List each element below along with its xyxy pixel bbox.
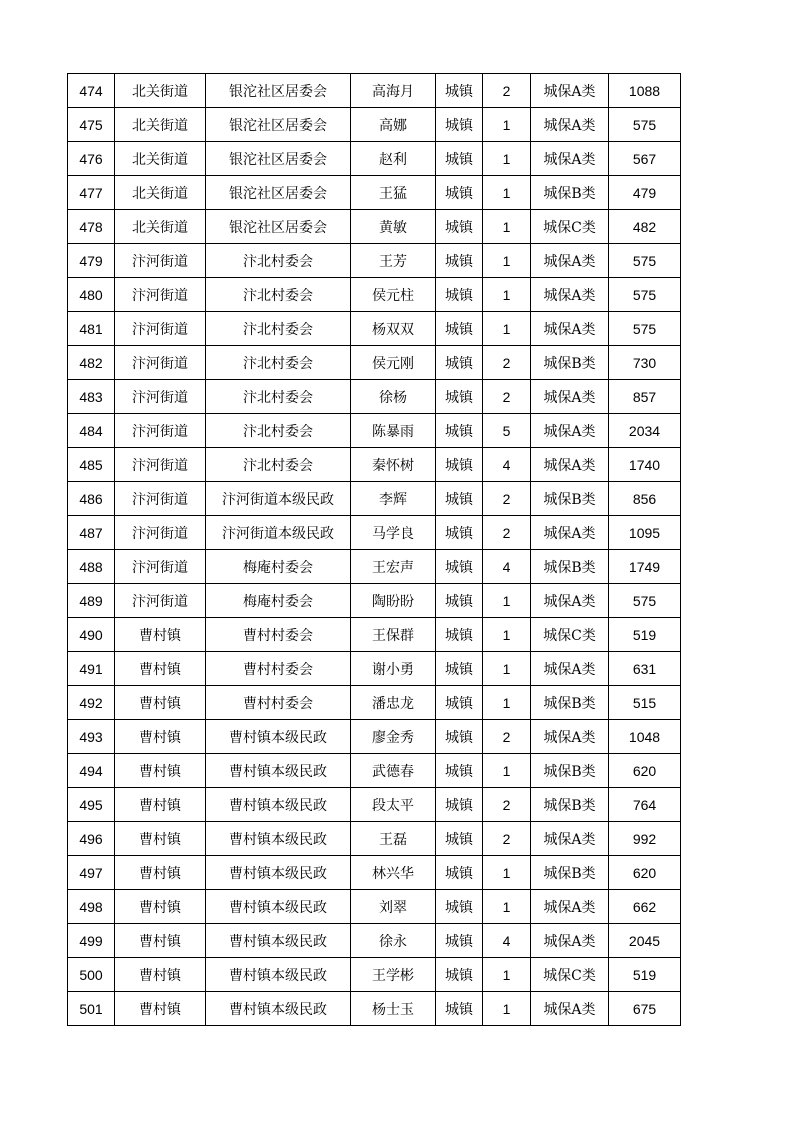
amount-cell: 575 [609,244,681,278]
table-row [68,210,681,244]
subdistrict-cell: 汴河街道 [115,312,206,346]
amount-cell: 2045 [609,924,681,958]
row-number-cell: 481 [68,312,115,346]
category-cell: 城保C类 [531,958,609,992]
table-row [68,686,681,720]
area-type-cell: 城镇 [436,312,483,346]
amount-cell: 1749 [609,550,681,584]
household-size-cell: 1 [483,856,531,890]
row-number-cell: 483 [68,380,115,414]
table-row [68,550,681,584]
row-number-cell: 476 [68,142,115,176]
table-row [68,720,681,754]
name-cell: 王猛 [351,176,436,210]
category-cell: 城保A类 [531,244,609,278]
committee-cell: 银沱社区居委会 [206,176,351,210]
table-row [68,584,681,618]
area-type-cell: 城镇 [436,108,483,142]
area-type-cell: 城镇 [436,652,483,686]
household-size-cell: 2 [483,346,531,380]
subdistrict-cell: 北关街道 [115,176,206,210]
committee-cell: 曹村镇本级民政 [206,822,351,856]
category-cell: 城保B类 [531,788,609,822]
name-cell: 杨士玉 [351,992,436,1026]
household-size-cell: 1 [483,312,531,346]
category-cell: 城保A类 [531,312,609,346]
category-cell: 城保A类 [531,448,609,482]
amount-cell: 662 [609,890,681,924]
area-type-cell: 城镇 [436,448,483,482]
table-row [68,788,681,822]
row-number-cell: 496 [68,822,115,856]
subdistrict-cell: 北关街道 [115,74,206,108]
amount-cell: 1088 [609,74,681,108]
table-row [68,958,681,992]
subdistrict-cell: 汴河街道 [115,516,206,550]
subdistrict-cell: 汴河街道 [115,346,206,380]
table-row [68,278,681,312]
household-size-cell: 1 [483,584,531,618]
area-type-cell: 城镇 [436,992,483,1026]
household-size-cell: 2 [483,74,531,108]
area-type-cell: 城镇 [436,278,483,312]
area-type-cell: 城镇 [436,244,483,278]
amount-cell: 575 [609,108,681,142]
area-type-cell: 城镇 [436,482,483,516]
amount-cell: 620 [609,856,681,890]
household-size-cell: 4 [483,924,531,958]
row-number-cell: 488 [68,550,115,584]
category-cell: 城保B类 [531,856,609,890]
subdistrict-cell: 曹村镇 [115,652,206,686]
subdistrict-cell: 曹村镇 [115,958,206,992]
subdistrict-cell: 汴河街道 [115,244,206,278]
category-cell: 城保A类 [531,142,609,176]
amount-cell: 620 [609,754,681,788]
household-size-cell: 1 [483,210,531,244]
committee-cell: 银沱社区居委会 [206,74,351,108]
name-cell: 廖金秀 [351,720,436,754]
row-number-cell: 490 [68,618,115,652]
row-number-cell: 485 [68,448,115,482]
committee-cell: 银沱社区居委会 [206,210,351,244]
subdistrict-cell: 汴河街道 [115,584,206,618]
committee-cell: 汴北村委会 [206,278,351,312]
category-cell: 城保C类 [531,210,609,244]
subdistrict-cell: 曹村镇 [115,890,206,924]
row-number-cell: 486 [68,482,115,516]
amount-cell: 575 [609,584,681,618]
subdistrict-cell: 汴河街道 [115,448,206,482]
area-type-cell: 城镇 [436,856,483,890]
amount-cell: 482 [609,210,681,244]
area-type-cell: 城镇 [436,788,483,822]
name-cell: 黄敏 [351,210,436,244]
area-type-cell: 城镇 [436,618,483,652]
committee-cell: 曹村镇本级民政 [206,720,351,754]
amount-cell: 764 [609,788,681,822]
amount-cell: 856 [609,482,681,516]
amount-cell: 567 [609,142,681,176]
category-cell: 城保C类 [531,618,609,652]
area-type-cell: 城镇 [436,380,483,414]
row-number-cell: 499 [68,924,115,958]
committee-cell: 银沱社区居委会 [206,108,351,142]
table-row [68,414,681,448]
row-number-cell: 474 [68,74,115,108]
subdistrict-cell: 曹村镇 [115,788,206,822]
subdistrict-cell: 曹村镇 [115,992,206,1026]
table-row [68,822,681,856]
row-number-cell: 489 [68,584,115,618]
assistance-roster-table [67,73,681,1026]
committee-cell: 曹村村委会 [206,652,351,686]
table-row [68,992,681,1026]
amount-cell: 575 [609,278,681,312]
area-type-cell: 城镇 [436,414,483,448]
subdistrict-cell: 汴河街道 [115,278,206,312]
household-size-cell: 1 [483,142,531,176]
name-cell: 王学彬 [351,958,436,992]
committee-cell: 汴北村委会 [206,244,351,278]
subdistrict-cell: 曹村镇 [115,822,206,856]
name-cell: 林兴华 [351,856,436,890]
category-cell: 城保A类 [531,516,609,550]
table-row [68,482,681,516]
name-cell: 杨双双 [351,312,436,346]
area-type-cell: 城镇 [436,958,483,992]
row-number-cell: 482 [68,346,115,380]
row-number-cell: 479 [68,244,115,278]
name-cell: 陶盼盼 [351,584,436,618]
table-row [68,448,681,482]
subdistrict-cell: 曹村镇 [115,686,206,720]
amount-cell: 675 [609,992,681,1026]
name-cell: 高娜 [351,108,436,142]
assistance-roster-sheet [67,73,681,1026]
row-number-cell: 495 [68,788,115,822]
subdistrict-cell: 北关街道 [115,108,206,142]
subdistrict-cell: 汴河街道 [115,414,206,448]
area-type-cell: 城镇 [436,346,483,380]
committee-cell: 汴北村委会 [206,346,351,380]
name-cell: 陈暴雨 [351,414,436,448]
category-cell: 城保A类 [531,414,609,448]
subdistrict-cell: 汴河街道 [115,380,206,414]
area-type-cell: 城镇 [436,176,483,210]
row-number-cell: 492 [68,686,115,720]
category-cell: 城保A类 [531,720,609,754]
row-number-cell: 497 [68,856,115,890]
name-cell: 马学良 [351,516,436,550]
category-cell: 城保A类 [531,992,609,1026]
household-size-cell: 4 [483,448,531,482]
area-type-cell: 城镇 [436,584,483,618]
area-type-cell: 城镇 [436,890,483,924]
household-size-cell: 1 [483,244,531,278]
name-cell: 高海月 [351,74,436,108]
subdistrict-cell: 曹村镇 [115,924,206,958]
household-size-cell: 1 [483,958,531,992]
household-size-cell: 2 [483,482,531,516]
household-size-cell: 1 [483,686,531,720]
name-cell: 秦怀树 [351,448,436,482]
category-cell: 城保A类 [531,380,609,414]
amount-cell: 519 [609,958,681,992]
row-number-cell: 487 [68,516,115,550]
category-cell: 城保B类 [531,346,609,380]
household-size-cell: 1 [483,176,531,210]
household-size-cell: 1 [483,278,531,312]
name-cell: 徐永 [351,924,436,958]
committee-cell: 汴北村委会 [206,380,351,414]
row-number-cell: 493 [68,720,115,754]
subdistrict-cell: 北关街道 [115,210,206,244]
row-number-cell: 498 [68,890,115,924]
committee-cell: 汴北村委会 [206,448,351,482]
committee-cell: 曹村镇本级民政 [206,754,351,788]
committee-cell: 银沱社区居委会 [206,142,351,176]
table-row [68,856,681,890]
committee-cell: 汴河街道本级民政 [206,482,351,516]
household-size-cell: 1 [483,108,531,142]
category-cell: 城保A类 [531,890,609,924]
row-number-cell: 484 [68,414,115,448]
area-type-cell: 城镇 [436,924,483,958]
committee-cell: 梅庵村委会 [206,550,351,584]
table-row [68,244,681,278]
household-size-cell: 2 [483,516,531,550]
name-cell: 刘翠 [351,890,436,924]
committee-cell: 曹村镇本级民政 [206,958,351,992]
amount-cell: 1095 [609,516,681,550]
row-number-cell: 480 [68,278,115,312]
subdistrict-cell: 曹村镇 [115,720,206,754]
roster-body [68,74,681,1026]
category-cell: 城保A类 [531,822,609,856]
household-size-cell: 5 [483,414,531,448]
table-row [68,142,681,176]
name-cell: 王保群 [351,618,436,652]
row-number-cell: 478 [68,210,115,244]
subdistrict-cell: 曹村镇 [115,754,206,788]
name-cell: 王磊 [351,822,436,856]
table-row [68,176,681,210]
table-row [68,924,681,958]
name-cell: 侯元刚 [351,346,436,380]
subdistrict-cell: 北关街道 [115,142,206,176]
category-cell: 城保A类 [531,924,609,958]
row-number-cell: 501 [68,992,115,1026]
household-size-cell: 4 [483,550,531,584]
row-number-cell: 500 [68,958,115,992]
category-cell: 城保B类 [531,686,609,720]
table-row [68,108,681,142]
committee-cell: 汴北村委会 [206,414,351,448]
category-cell: 城保B类 [531,754,609,788]
row-number-cell: 491 [68,652,115,686]
area-type-cell: 城镇 [436,210,483,244]
table-row [68,380,681,414]
committee-cell: 汴北村委会 [206,312,351,346]
name-cell: 王芳 [351,244,436,278]
committee-cell: 曹村镇本级民政 [206,924,351,958]
name-cell: 徐杨 [351,380,436,414]
committee-cell: 曹村镇本级民政 [206,788,351,822]
name-cell: 李辉 [351,482,436,516]
name-cell: 侯元柱 [351,278,436,312]
table-row [68,74,681,108]
amount-cell: 1740 [609,448,681,482]
amount-cell: 631 [609,652,681,686]
area-type-cell: 城镇 [436,822,483,856]
name-cell: 谢小勇 [351,652,436,686]
household-size-cell: 1 [483,890,531,924]
amount-cell: 575 [609,312,681,346]
subdistrict-cell: 曹村镇 [115,618,206,652]
committee-cell: 曹村村委会 [206,686,351,720]
household-size-cell: 1 [483,754,531,788]
table-row [68,516,681,550]
household-size-cell: 2 [483,720,531,754]
row-number-cell: 477 [68,176,115,210]
committee-cell: 曹村镇本级民政 [206,856,351,890]
table-row [68,754,681,788]
area-type-cell: 城镇 [436,516,483,550]
row-number-cell: 494 [68,754,115,788]
table-row [68,618,681,652]
committee-cell: 梅庵村委会 [206,584,351,618]
category-cell: 城保A类 [531,108,609,142]
area-type-cell: 城镇 [436,720,483,754]
area-type-cell: 城镇 [436,550,483,584]
household-size-cell: 2 [483,822,531,856]
amount-cell: 992 [609,822,681,856]
committee-cell: 曹村村委会 [206,618,351,652]
area-type-cell: 城镇 [436,754,483,788]
household-size-cell: 2 [483,380,531,414]
category-cell: 城保B类 [531,482,609,516]
table-row [68,312,681,346]
subdistrict-cell: 汴河街道 [115,550,206,584]
table-row [68,890,681,924]
name-cell: 王宏声 [351,550,436,584]
amount-cell: 1048 [609,720,681,754]
amount-cell: 857 [609,380,681,414]
name-cell: 段太平 [351,788,436,822]
subdistrict-cell: 汴河街道 [115,482,206,516]
subdistrict-cell: 曹村镇 [115,856,206,890]
category-cell: 城保A类 [531,652,609,686]
amount-cell: 730 [609,346,681,380]
committee-cell: 汴河街道本级民政 [206,516,351,550]
category-cell: 城保A类 [531,278,609,312]
committee-cell: 曹村镇本级民政 [206,992,351,1026]
household-size-cell: 2 [483,788,531,822]
committee-cell: 曹村镇本级民政 [206,890,351,924]
area-type-cell: 城镇 [436,142,483,176]
category-cell: 城保A类 [531,74,609,108]
household-size-cell: 1 [483,652,531,686]
category-cell: 城保A类 [531,584,609,618]
area-type-cell: 城镇 [436,686,483,720]
household-size-cell: 1 [483,618,531,652]
name-cell: 潘忠龙 [351,686,436,720]
category-cell: 城保B类 [531,176,609,210]
area-type-cell: 城镇 [436,74,483,108]
row-number-cell: 475 [68,108,115,142]
household-size-cell: 1 [483,992,531,1026]
name-cell: 武德春 [351,754,436,788]
table-row [68,346,681,380]
category-cell: 城保B类 [531,550,609,584]
amount-cell: 2034 [609,414,681,448]
name-cell: 赵利 [351,142,436,176]
amount-cell: 515 [609,686,681,720]
amount-cell: 479 [609,176,681,210]
amount-cell: 519 [609,618,681,652]
table-row [68,652,681,686]
